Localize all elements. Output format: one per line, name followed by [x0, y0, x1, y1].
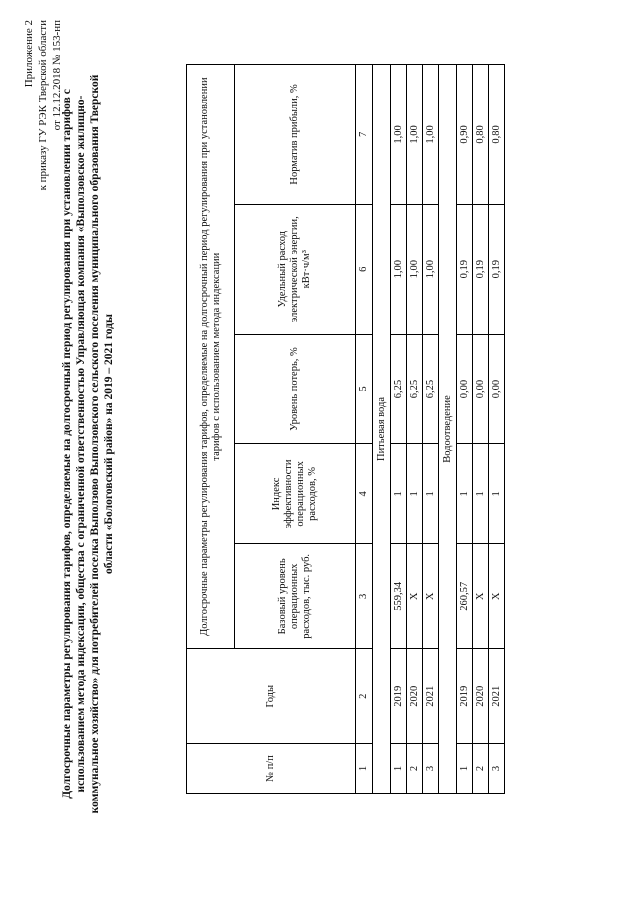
- appendix-reference: [22, 20, 64, 340]
- row-losses: 6,25: [391, 334, 407, 444]
- row-number: 2: [407, 744, 423, 794]
- row-year: 2019: [391, 649, 407, 744]
- row-energy: 0,19: [489, 204, 505, 334]
- row-base-opex: Х: [423, 544, 439, 649]
- parameters-table: [186, 64, 505, 794]
- column-number: 3: [356, 544, 373, 649]
- table-row: [407, 65, 423, 794]
- row-profit: 1,00: [407, 65, 423, 205]
- table-row: [489, 65, 505, 794]
- column-number: 4: [356, 444, 373, 544]
- row-base-opex: Х: [407, 544, 423, 649]
- row-year: 2019: [457, 649, 473, 744]
- row-efficiency-index: 1: [457, 444, 473, 544]
- row-energy: 1,00: [423, 204, 439, 334]
- row-year: 2021: [423, 649, 439, 744]
- row-year: 2020: [473, 649, 489, 744]
- row-number: 1: [391, 744, 407, 794]
- header-efficiency-index: Индекс эффективности операционных расходов, %: [235, 444, 356, 544]
- row-base-opex: Х: [489, 544, 505, 649]
- row-number: 3: [423, 744, 439, 794]
- row-energy: 0,19: [457, 204, 473, 334]
- row-profit: 0,90: [457, 65, 473, 205]
- row-base-opex: 559,34: [391, 544, 407, 649]
- header-losses: Уровень потерь, %: [235, 334, 356, 444]
- table-row: [391, 65, 407, 794]
- column-number: 2: [356, 649, 373, 744]
- header-energy-consumption: Удельный расход электрической энергии, кВт·ч/м³: [235, 204, 356, 334]
- row-number: 3: [489, 744, 505, 794]
- column-number: 7: [356, 65, 373, 205]
- row-base-opex: Х: [473, 544, 489, 649]
- row-year: 2020: [407, 649, 423, 744]
- table-row: [457, 65, 473, 794]
- header-number: № п/п: [187, 744, 356, 794]
- row-losses: 6,25: [407, 334, 423, 444]
- row-profit: 0,80: [473, 65, 489, 205]
- row-profit: 1,00: [423, 65, 439, 205]
- row-profit: 1,00: [391, 65, 407, 205]
- section-wastewater: Водоотведение: [439, 65, 457, 794]
- column-number: 1: [356, 744, 373, 794]
- table-row: [423, 65, 439, 794]
- row-efficiency-index: 1: [489, 444, 505, 544]
- header-base-opex: Базовый уровень операционных расходов, тыс. руб.: [235, 544, 356, 649]
- row-efficiency-index: 1: [473, 444, 489, 544]
- row-profit: 0,80: [489, 65, 505, 205]
- row-energy: 0,19: [473, 204, 489, 334]
- appendix-date: от 12.12.2018 № 153-нп: [51, 20, 63, 131]
- row-efficiency-index: 1: [423, 444, 439, 544]
- row-efficiency-index: 1: [391, 444, 407, 544]
- appendix-number: Приложение 2: [23, 20, 35, 88]
- row-energy: 1,00: [407, 204, 423, 334]
- appendix-order: к приказу ГУ РЭК Тверской области: [37, 20, 49, 191]
- row-efficiency-index: 1: [407, 444, 423, 544]
- row-energy: 1,00: [391, 204, 407, 334]
- row-year: 2021: [489, 649, 505, 744]
- document-title: Долгосрочные параметры регулирования тарифов, определяемые на долгосрочный период регулирования при установлении тарифов с использованием метода индексации, общества с ограниченной ответственностью Управляющая компания «Выползовское жилищно-коммунальное хозяйство» для потребителей поселка Выползово Выползовского сельского поселения муниципального образования Тверской области «Бологовский район» на 2019 – 2021 годы: [61, 74, 115, 814]
- header-profit-norm: Норматив прибыли, %: [235, 65, 356, 205]
- row-losses: 0,00: [489, 334, 505, 444]
- row-losses: 0,00: [457, 334, 473, 444]
- header-years: Годы: [187, 649, 356, 744]
- header-group: Долгосрочные параметры регулирования тарифов, определяемые на долгосрочный период регулирования при установлении тарифов с использованием метода индексации: [187, 65, 235, 649]
- section-drinking-water: Питьевая вода: [373, 65, 391, 794]
- row-losses: 0,00: [473, 334, 489, 444]
- row-losses: 6,25: [423, 334, 439, 444]
- row-number: 2: [473, 744, 489, 794]
- row-number: 1: [457, 744, 473, 794]
- table-row: [473, 65, 489, 794]
- column-number: 6: [356, 204, 373, 334]
- row-base-opex: 260,57: [457, 544, 473, 649]
- column-number: 5: [356, 334, 373, 444]
